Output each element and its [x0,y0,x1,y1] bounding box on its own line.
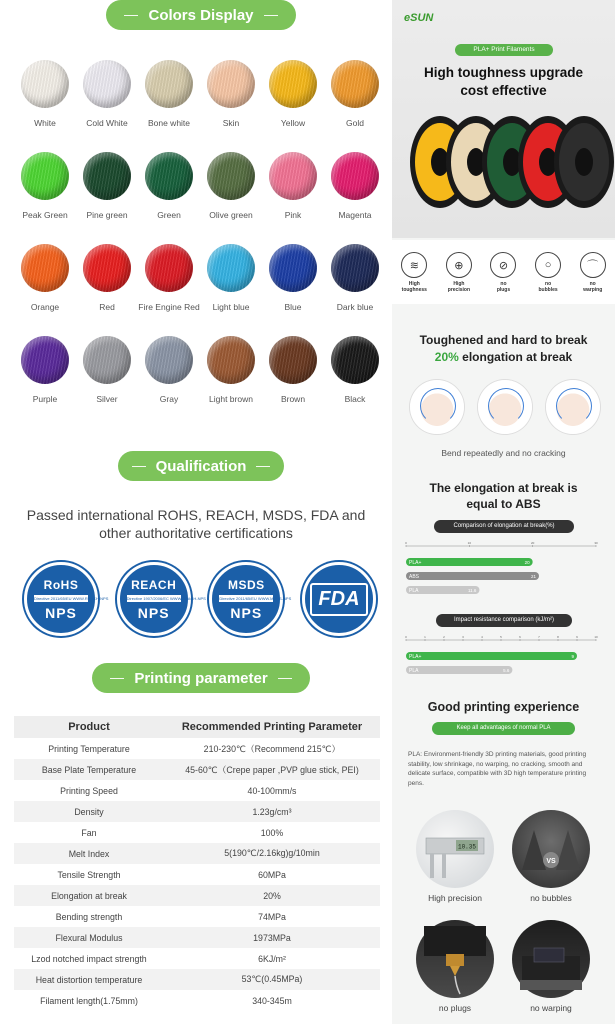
filament-spools-image [410,110,606,222]
parameter-value: 53℃(0.45MPa) [164,969,380,990]
parameter-name: Base Plate Temperature [14,759,164,780]
cert-line: Directive 1907/2006/EC WWW.REACH-NPS [126,595,206,601]
parameter-value: 1973MPa [164,927,380,948]
filament-spool-image [331,152,379,200]
feature-label [448,281,470,293]
tick-label: 7 [538,635,540,639]
color-swatch [14,332,76,424]
filament-spool-image [331,60,379,108]
hero-badge: PLA+ Print Filaments [455,44,553,56]
chart-bar [406,652,577,660]
tick-label: 0 [405,541,407,545]
elongation-title-line2: equal to ABS [466,497,541,511]
cert-title: MSDS [227,577,265,592]
color-swatch [324,56,386,148]
parameter-name: Filament length(1.75mm) [40,995,138,1006]
fda-certification-badge [302,562,376,636]
parameter-value: 1.23g/cm³ [164,801,380,822]
table-row [14,801,380,822]
table-header-parameter: Recommended Printing Parameter [164,716,380,738]
tick-label: 9 [576,635,578,639]
elongation-chart-title: Comparison of elongation at break(%) [434,520,574,533]
color-swatch [14,240,76,332]
color-swatch [324,148,386,240]
table-row [14,906,380,927]
feature-label [402,281,427,293]
parameter-value: 40-100mm/s [247,785,297,796]
color-swatch [138,56,200,148]
tick-label: 20 [530,541,535,545]
cert-title: REACH [131,577,177,592]
color-name: Silver [96,394,118,404]
bar-value-label: 5.6 [503,667,510,673]
bend-demo-image [546,380,600,434]
color-name: Purple [32,394,58,404]
filament-spool-image [83,336,131,384]
table-row [14,969,380,990]
color-swatch [76,56,138,148]
color-swatch [200,240,262,332]
bar-value-label: 20 [524,559,530,565]
color-name: Black [344,394,366,404]
elongation-bar-chart [404,540,604,602]
filament-spool-image [21,152,69,200]
feature-label-line2: warping [583,287,603,293]
no-bubbles-icon: ○ [535,252,561,278]
hero-title-line2: cost effective [460,83,547,98]
chart-bar [406,666,512,674]
parameter-name: Lzod notched impact strength [31,953,147,964]
cert-mark: NPS [45,604,77,621]
feature-label-line1: no [500,281,507,287]
bar-category-label: PLA+ [409,653,422,660]
tick-label: 3 [462,635,464,639]
filament-spool-image [145,244,193,292]
tick-label: 10 [594,635,598,639]
hero-spool [554,116,614,208]
toughness-title [392,332,615,366]
color-name: Cold White [86,118,128,128]
filament-spool-image [207,244,255,292]
color-name: Green [157,210,181,220]
color-swatch [262,332,324,424]
bar-category-label: PLA [409,667,419,674]
parameter-name: Melt Index [14,843,164,864]
reach-certification-badge [117,562,206,636]
color-swatch [324,332,386,424]
feature-label-line2: bubbles [538,287,558,293]
bar-category-label: PLA [409,587,419,594]
hero-title-line1: High toughness upgrade [423,65,583,80]
filament-spool-image [207,60,255,108]
table-row [14,759,380,780]
parameter-value: 210-230℃（Recommend 215℃） [203,744,341,754]
color-name: Red [99,302,115,312]
parameter-name: Density [14,801,164,822]
table-row [14,738,380,759]
tick-label: 2 [443,635,445,639]
color-name: Dark blue [336,302,374,312]
color-swatch [324,240,386,332]
right-column [392,0,615,1024]
feature-label [583,281,602,293]
feature-item [573,252,613,293]
caliper-reading: 10.35 [457,843,477,851]
color-name: Light brown [209,394,253,404]
filament-spool-image [83,60,131,108]
feature-label-line2: precision [447,287,470,293]
color-name: Gold [346,118,364,128]
color-name: White [34,118,56,128]
parameter-name: Elongation at break [14,885,164,906]
high-precision-caption: High precision [428,893,482,903]
impact-chart-title: Impact resistance comparison (kJ/m²) [436,614,572,627]
bar-value-label: 21 [530,573,536,579]
feature-label-line1: no [545,281,552,287]
bend-caption: Bend repeatedly and no cracking [441,448,566,458]
feature-item [483,252,523,293]
cert-line: Directive 2011/65/EU WWW.REACH-NPS [34,595,109,601]
feature-label-line1: no [589,281,596,287]
impact-bar-chart [404,634,604,682]
color-swatch [14,56,76,148]
parameter-name: Flexural Modulus [14,927,164,948]
qualification-title: Qualification [155,457,247,475]
filament-spool-image [145,60,193,108]
chart-bar [406,572,539,580]
no-plugs-icon: ⊘ [490,252,516,278]
elongation-title [392,480,615,512]
filament-spool-image [145,152,193,200]
colors-display-title: Colors Display [148,6,254,24]
color-name: Pink [284,210,302,220]
toughness-title-line1: Toughened and hard to break [419,333,588,347]
toughness-highlight: 20% [434,350,459,364]
feature-item [394,252,434,293]
color-swatch [76,332,138,424]
parameter-value: 6KJ/m² [258,953,286,964]
bar-category-label: PLA+ [409,559,422,566]
no-warping-caption: no warping [530,1003,572,1013]
printing-parameter-table [14,716,380,1011]
colors-display-heading [106,0,296,30]
filament-spool-image [207,152,255,200]
no-bubbles-photo [512,810,590,888]
filament-spool-image [21,244,69,292]
chart-bar [406,558,533,566]
color-swatch [262,240,324,332]
cert-title: RoHS [43,577,79,592]
hero-title [392,64,615,100]
color-name: Olive green [209,210,253,220]
color-name: Peak Green [22,210,68,220]
filament-spool-image [269,336,317,384]
color-swatch [200,56,262,148]
tick-label: 4 [481,635,483,639]
filament-spool-image [331,244,379,292]
feature-item [528,252,568,293]
tick-label: 5 [500,635,502,639]
feature-item [439,252,479,293]
table-row [14,990,380,1011]
cert-line: Directive 2011/65/EU WWW.MSDS-NPS [219,595,292,601]
vs-mark: VS [546,858,556,865]
color-name: Pine green [86,210,128,220]
bar-value-label: 9 [571,653,574,659]
filament-spool-image [83,152,131,200]
tick-label: 10 [467,541,472,545]
no-plugs-photo [416,920,494,998]
parameter-value: 340-345m [252,995,292,1006]
cert-mark: NPS [230,604,263,621]
high-precision-photo [416,810,494,888]
tick-label: 30 [594,541,598,545]
color-swatch [138,148,200,240]
filament-spool-image [269,60,317,108]
printing-parameter-heading [92,663,310,693]
no-bubbles-caption: no bubbles [530,893,572,903]
color-name: Bone white [147,118,191,128]
filament-spool-image [269,244,317,292]
color-name: Orange [30,302,60,312]
color-name: Fire Engine Red [138,302,200,312]
filament-spool-image [269,152,317,200]
feature-label [497,281,510,293]
feature-label [538,281,557,293]
hero-banner [392,0,615,238]
tick-label: 0 [405,635,407,639]
bend-demo-images [410,380,600,434]
table-row [14,927,380,948]
tick-label: 6 [519,635,521,639]
filament-spool-image [21,60,69,108]
color-name: Gray [159,394,179,404]
filament-spool-image [145,336,193,384]
parameter-value: 45-60℃（Crepe paper ,PVP glue stick, PEI) [164,759,380,780]
color-swatch [76,148,138,240]
table-row [14,864,380,885]
tick-label: 1 [424,635,426,639]
table-header-product: Product [14,716,164,738]
qualification-text: Passed international ROHS, REACH, MSDS, FDA and other authoritative certifications [26,507,366,541]
parameter-name: Bending strength [55,911,123,922]
filament-spool-image [331,336,379,384]
color-swatch [200,148,262,240]
fda-logo-text: FDA [310,583,367,616]
parameter-value: 20% [164,885,380,906]
table-header-row [14,716,380,738]
filament-spool-image [21,336,69,384]
toughness-title-line2 [392,349,615,366]
feature-icons-row [392,240,615,304]
parameter-value: 100% [260,827,284,838]
parameter-value: 5(190℃/2.16kg)g/10min [164,843,380,864]
pla-description: PLA: Environment-friendly 3D printing materials, good printing stability, low shrinkage, no warping, no cracking, smooth and delicate surface, compatible with 3D high temperature printing pens. [408,751,587,787]
feature-label-line2: toughness [401,287,427,293]
printing-parameter-title: Printing parameter [134,669,268,687]
certification-badges [24,562,376,636]
msds-certification-badge [209,562,292,636]
color-swatch [138,332,200,424]
parameter-name: Printing Speed [60,785,118,796]
color-swatch [200,332,262,424]
color-name: Blue [284,302,302,312]
table-row [14,822,380,843]
elongation-title-line1: The elongation at break is [429,481,578,495]
toughness-title-rest: elongation at break [458,350,573,364]
feature-label-line1: High [408,281,420,287]
colors-grid [14,56,386,424]
no-warping-icon: ⌒ [580,252,606,278]
feature-label-line1: High [453,281,465,287]
parameter-name: Fan [81,827,97,838]
color-name: Magenta [338,210,372,220]
color-swatch [76,240,138,332]
color-name: Yellow [280,118,306,128]
cert-mark: NPS [137,604,170,621]
tick-label: 8 [557,635,559,639]
bend-demo-image [478,380,532,434]
good-printing-title: Good printing experience [427,700,580,714]
parameter-value: 74MPa [258,911,286,922]
bar-value-label: 11.6 [468,587,477,593]
color-swatch [262,148,324,240]
rohs-certification-badge [24,562,109,636]
no-warping-photo [512,920,590,998]
feature-label-line2: plugs [496,287,511,293]
good-printing-badge: Keep all advantages of normal PLA [432,722,575,735]
qualification-heading [118,451,284,481]
color-swatch [262,56,324,148]
bar-category-label: ABS [409,573,420,580]
color-name: Light blue [212,302,250,312]
high-toughness-icon: ≋ [401,252,427,278]
filament-spool-image [207,336,255,384]
parameter-value: 60MPa [258,869,286,880]
parameter-name: Heat distortion temperature [14,969,164,990]
table-row [14,948,380,969]
esun-logo: eSUN [404,12,434,24]
parameter-name: Printing Temperature [48,743,130,754]
table-row [14,843,380,864]
color-name: Brown [280,394,306,404]
high-precision-icon: ⊕ [446,252,472,278]
color-swatch [138,240,200,332]
no-plugs-caption: no plugs [438,1003,472,1013]
color-name: Skin [222,118,240,128]
color-swatch [14,148,76,240]
filament-spool-image [83,244,131,292]
table-row [14,780,380,801]
parameter-name: Tensile Strength [57,869,121,880]
bend-demo-image [410,380,464,434]
table-row [14,885,380,906]
